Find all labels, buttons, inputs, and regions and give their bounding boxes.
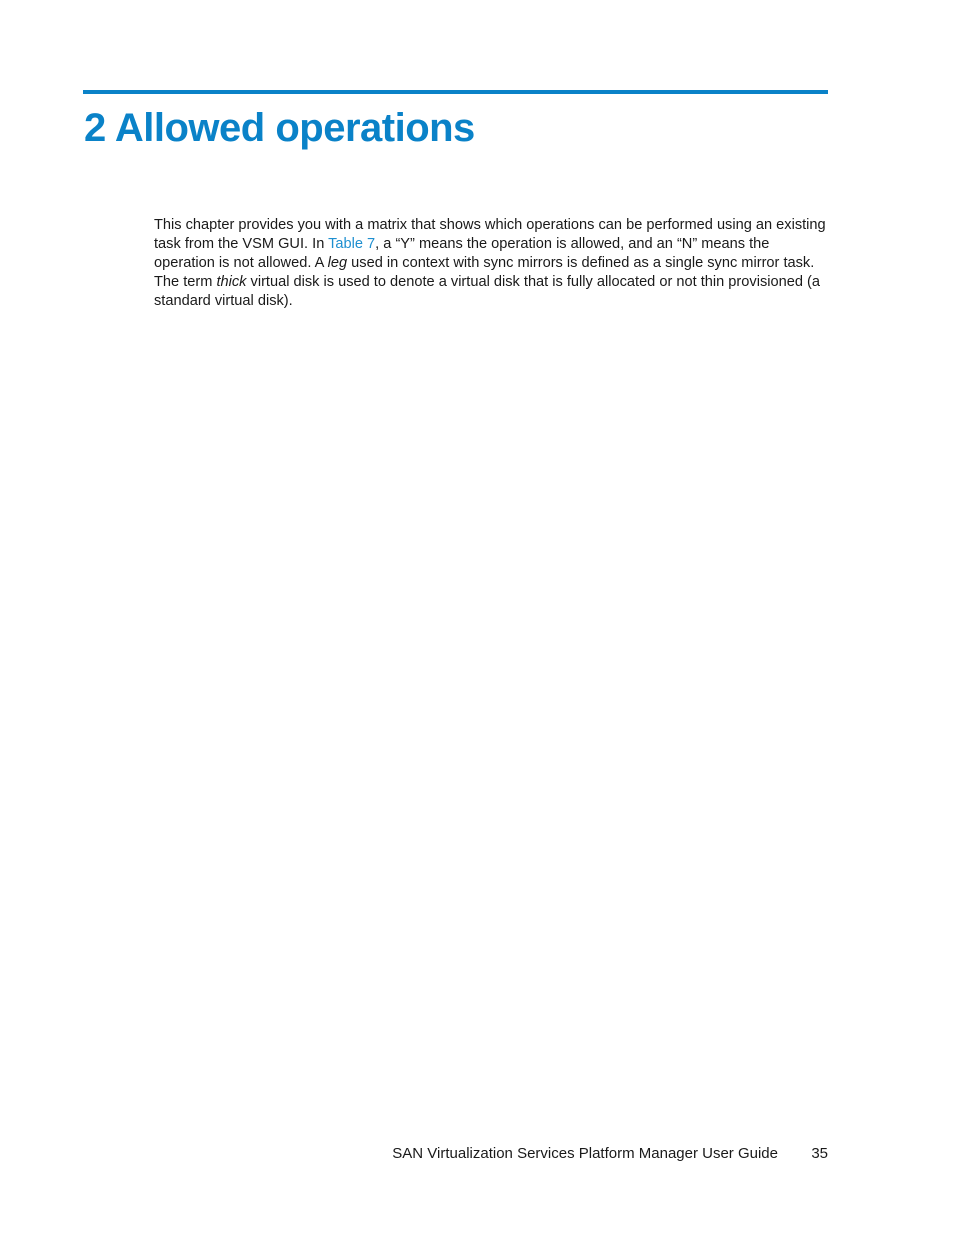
intro-paragraph — [154, 216, 830, 311]
chapter-title: 2 Allowed operations — [84, 106, 475, 150]
intro-text-3: used in context with sync mirrors is defined as a single sync mirror task. The term — [154, 255, 815, 290]
term-thick: thick — [216, 274, 247, 290]
table-7-link[interactable]: Table 7 — [328, 236, 376, 252]
intro-text-1: This chapter provides you with a matrix that shows which operations can be performed using an existing task from the VSM GUI. In — [154, 217, 826, 252]
term-leg: leg — [327, 255, 348, 271]
intro-text-2: , a “Y” means the operation is allowed, and an “N” means the operation is not allowed. A — [154, 236, 770, 271]
page-footer — [0, 1143, 828, 1165]
chapter-rule — [83, 90, 828, 94]
intro-text-4: virtual disk is used to denote a virtual disk that is fully allocated or not thin provisioned (a standard virtual disk). — [154, 274, 820, 309]
footer-guide-title: SAN Virtualization Services Platform Manager User Guide — [392, 1145, 778, 1162]
page-number: 35 — [811, 1145, 828, 1162]
